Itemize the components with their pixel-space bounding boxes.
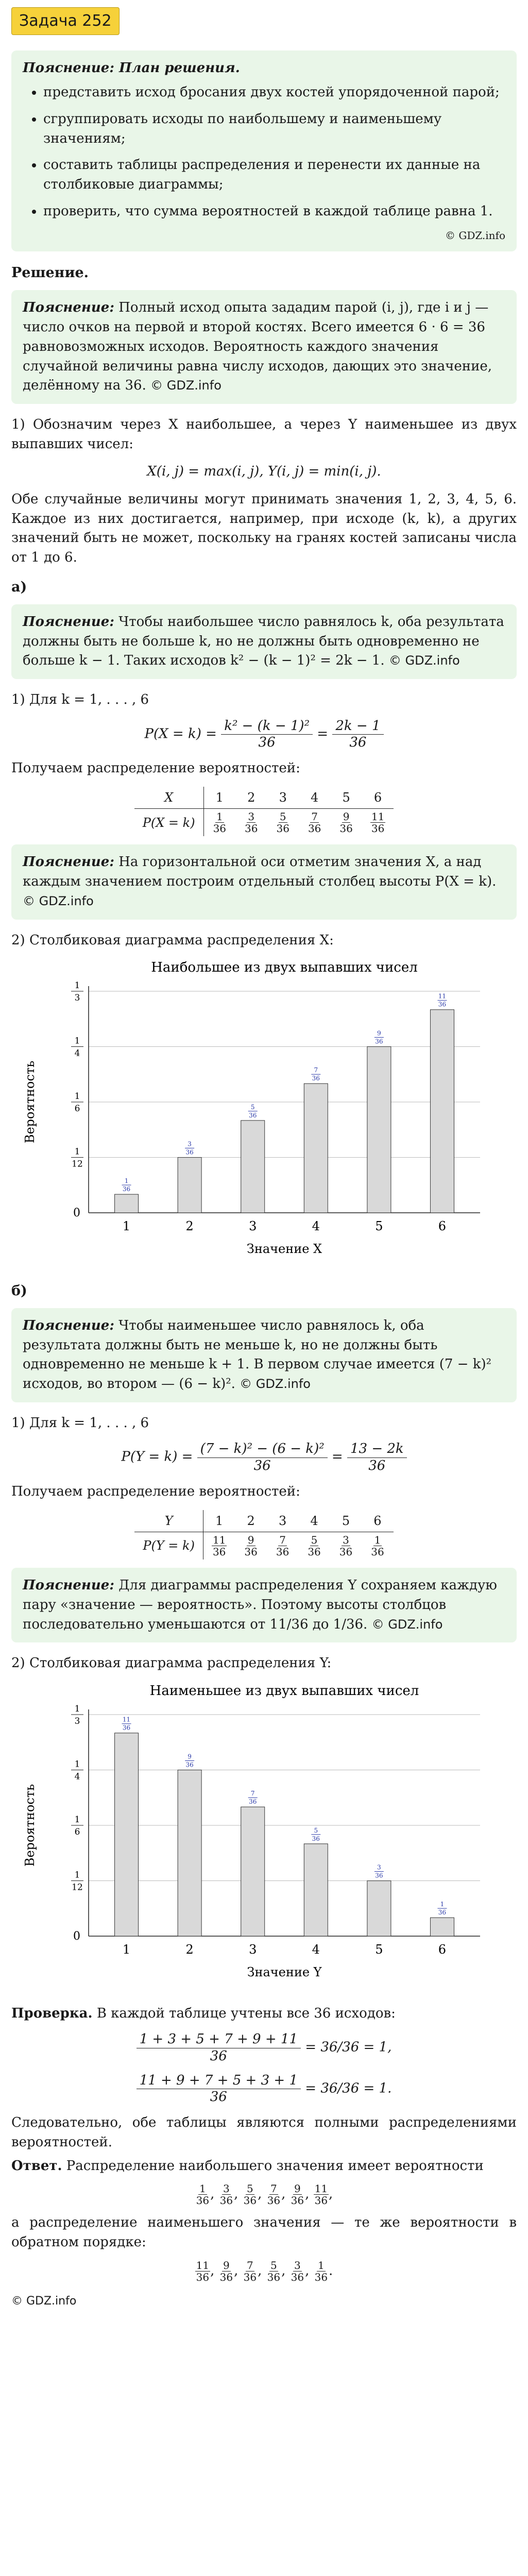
table-x-value: 3 [267, 787, 298, 809]
values-text: Обе случайные величины могут принимать значения 1, 2, 3, 4, 5, 6. Каждое из них достигается, например, при исходе (k, k), а других значений быть не может, поскольку на гранях костей записаны числа от 1 до 6. [11, 491, 517, 566]
note-lead: Пояснение: [23, 614, 114, 630]
table-x-prob: $\frac{1}{36}$ [213, 810, 227, 835]
table-x-prob: $\frac{7}{36}$ [308, 810, 321, 835]
table-x-value: 2 [235, 787, 267, 809]
x-tick-label: 3 [249, 1942, 257, 1957]
bar-value-label: 36 [312, 1075, 320, 1082]
table-x-prob: $\frac{11}{36}$ [371, 810, 385, 835]
table-x-value: 1 [203, 787, 235, 809]
x-tick-label: 1 [122, 1219, 131, 1234]
formula-a: P(X = k) = $\frac{\text{k² − (k − 1)²}}{36}$ = $\frac{2k - 1}{36}$ [11, 718, 517, 751]
y-tick-label: 1 [74, 1815, 80, 1825]
bar-value-label: 11 [122, 1716, 131, 1723]
y-axis-label: Вероятность [23, 1784, 37, 1867]
bar-value-label: 36 [375, 1872, 383, 1879]
plan-item: • представить исход бросания двух костей упорядоченной парой; [43, 83, 505, 103]
y-tick-label: 12 [72, 1882, 83, 1893]
plan-list [23, 83, 505, 221]
answer-probs-y: $\frac{11}{36}$ , $\frac{9}{36}$ , $\frac{7}{36}$ , $\frac{5}{36}$ , $\frac{3}{36}$ , $\frac{1}{36}$ . [196, 2259, 333, 2283]
step-2-a: 2) Столбиковая диаграмма распределения X: [11, 932, 334, 948]
table-y-value: 4 [298, 1510, 330, 1532]
bar-value-label: 1 [124, 1177, 129, 1185]
formula-a-frac1: $\frac{\text{k² − (k − 1)²}}{36}$ [221, 718, 313, 751]
bar-value-label: 3 [188, 1140, 192, 1148]
formula-a-left: P(X = k) = [144, 726, 217, 742]
note-lead: Пояснение: [23, 854, 114, 870]
y-tick-label: 6 [74, 1827, 80, 1838]
table-y-value: 2 [235, 1510, 266, 1532]
y-axis-label: Вероятность [23, 1061, 37, 1144]
table-y-value: 3 [267, 1510, 298, 1532]
bar-value-label: 36 [438, 1909, 447, 1917]
note-text: На горизонтальной оси отметим значения X, а над каждым значением построим отдельный столбец высоты P(X = k). [23, 854, 497, 890]
note-axis-a [11, 844, 517, 919]
y-tick-label: 1 [74, 1091, 80, 1102]
bar-value-label: 36 [122, 1185, 131, 1193]
y-tick-label: 0 [73, 1930, 80, 1943]
step-1-text: 1) Обозначим через X наибольшее, а через Y наименьшее из двух выпавших чисел: [11, 416, 517, 452]
note-text: Чтобы наибольшее число равнялось k, оба результата должны быть не больше k, но не должны быть одновременно не больше k − 1. Таких исходов k² − (k − 1)² = 2k − 1. [23, 614, 504, 669]
bar [115, 1733, 139, 1936]
check-sum-2: $\frac{11 + 9 + 7 + 5 + 3 + 1}{36}$ = 36/36 = 1. [11, 2073, 517, 2105]
check-text: В каждой таблице учтены все 36 исходов: [96, 2005, 396, 2021]
bar [367, 1047, 391, 1213]
table-y-value: 6 [362, 1510, 393, 1532]
brand-mark: © GDZ.info [150, 378, 222, 393]
formula-b-frac2: $\frac{13 - 2k}{36}$ [347, 1441, 407, 1473]
x-tick-label: 4 [312, 1942, 320, 1957]
task-title: Задача 252 [11, 7, 120, 35]
table-x-prob: $\frac{3}{36}$ [245, 810, 258, 835]
x-axis-label: Значение X [246, 1242, 322, 1257]
table-y-header: Y [134, 1510, 203, 1532]
plan-item: • проверить, что сумма вероятностей в каждой таблице равна 1. [43, 202, 505, 222]
get-dist-a: Получаем распределение вероятностей: [11, 760, 300, 776]
check-paragraph [11, 2004, 517, 2024]
bar-chart-x [11, 955, 516, 1264]
for-k-a: 1) Для k = 1, . . . , 6 [11, 691, 149, 707]
bar-value-label: 5 [250, 1104, 255, 1111]
step-2-b: 2) Столбиковая диаграмма распределения Y: [11, 1655, 332, 1671]
y-tick-label: 1 [74, 1146, 80, 1157]
note-lead: Пояснение: [23, 1578, 114, 1594]
table-x-row-label: P(X = k) [134, 809, 203, 837]
x-tick-label: 2 [185, 1942, 194, 1957]
check-sum-1: $\frac{1 + 3 + 5 + 7 + 9 + 11}{36}$ = 36/36 = 1, [11, 2031, 517, 2064]
bar-value-label: 36 [185, 1148, 194, 1156]
formula-b-left: P(Y = k) = [121, 1449, 193, 1465]
bar [430, 1010, 454, 1213]
part-b-label: б) [11, 1282, 27, 1299]
answer-paragraph [11, 2157, 517, 2176]
table-y-row-label: P(Y = k) [134, 1532, 203, 1560]
bar-value-label: 9 [188, 1753, 192, 1760]
note-outcomes [11, 290, 517, 403]
conclusion-text: Следовательно, обе таблицы являются полными распределениями вероятностей. [11, 2115, 517, 2150]
y-tick-label: 1 [74, 980, 80, 991]
brand-mark: © GDZ.info [240, 1377, 311, 1392]
note-text: Полный исход опыта зададим парой (i, j), где i и j — число очков на первой и второй костях. Всего имеется 6 · 6 = 36 равновозможных исходов. Вероятность каждого значения случайной величины равна числу исходов, дающих это значение, делённому на 36. [23, 300, 492, 394]
note-a [11, 604, 517, 679]
check-lead: Проверка. [11, 2005, 93, 2021]
x-tick-label: 4 [312, 1219, 320, 1234]
bar-value-label: 36 [185, 1761, 194, 1769]
x-tick-label: 1 [122, 1942, 131, 1957]
note-text: Чтобы наименьшее число равнялось k, оба результата должны быть не меньше k, но не должны быть одновременно не меньше k + 1. В первом случае имеется (7 − k)² исходов, во втором — (6 − k)². [23, 1318, 492, 1392]
plan-item: • сгруппировать исходы по наибольшему и наименьшему значениям; [43, 110, 505, 148]
bar [178, 1158, 201, 1213]
y-tick-label: 4 [74, 1771, 80, 1782]
table-x-value: 4 [299, 787, 330, 809]
table-x-value: 6 [362, 787, 394, 809]
y-tick-label: 1 [74, 1704, 80, 1715]
bar-value-label: 1 [440, 1901, 445, 1908]
formula-b: P(Y = k) = $\frac{\text{(7 − k)² − (6 − k)²}}{36}$ = $\frac{13 - 2k}{36}$ [11, 1441, 517, 1473]
plan-item: • составить таблицы распределения и перенести их данные на столбиковые диаграммы; [43, 156, 505, 194]
bar-value-label: 5 [314, 1826, 318, 1834]
get-dist-b: Получаем распределение вероятностей: [11, 1483, 300, 1499]
note-b [11, 1308, 517, 1402]
bar-chart-y [11, 1679, 516, 1988]
bar [241, 1807, 265, 1936]
answer-probs-x: $\frac{1}{36}$ , $\frac{3}{36}$ , $\frac{5}{36}$ , $\frac{7}{36}$ , $\frac{9}{36}$ , $\frac{11}{36}$ , [196, 2182, 333, 2207]
chart-title: Наименьшее из двух выпавших чисел [149, 1683, 419, 1699]
chart-x-wrap [11, 955, 517, 1270]
x-axis-label: Значение Y [247, 1965, 322, 1980]
y-tick-label: 12 [72, 1159, 83, 1170]
chart-title: Наибольшее из двух выпавших чисел [151, 960, 418, 976]
table-y-prob: $\frac{9}{36}$ [244, 1534, 258, 1558]
bar [304, 1083, 328, 1213]
bar-value-label: 36 [438, 1001, 447, 1008]
table-y-prob: $\frac{1}{36}$ [371, 1534, 384, 1558]
brand-mark: © GDZ.info [388, 653, 460, 668]
note-lead: Пояснение: [23, 300, 114, 316]
plan-note [11, 50, 517, 252]
table-y-value: 5 [330, 1510, 362, 1532]
y-tick-label: 1 [74, 1036, 80, 1046]
table-y-prob: $\frac{5}{36}$ [308, 1534, 321, 1558]
for-k-b: 1) Для k = 1, . . . , 6 [11, 1415, 149, 1431]
bar [178, 1770, 201, 1937]
table-y [134, 1510, 393, 1560]
bar-value-label: 36 [375, 1038, 383, 1045]
y-tick-label: 4 [74, 1048, 80, 1059]
y-tick-label: 1 [74, 1759, 80, 1770]
answer-text-2: а распределение наименьшего значения — те же вероятности в обратном порядке: [11, 2215, 517, 2250]
bar-value-label: 36 [312, 1835, 320, 1842]
bar-value-label: 11 [438, 992, 447, 1000]
table-x-value: 5 [330, 787, 362, 809]
brand-mark: © GDZ.info [371, 1617, 443, 1632]
bar [430, 1918, 454, 1936]
bar-value-label: 36 [122, 1724, 131, 1732]
table-x [134, 787, 394, 837]
table-y-prob: $\frac{3}{36}$ [339, 1534, 353, 1558]
formula-b-frac1: $\frac{\text{(7 − k)² − (6 − k)²}}{36}$ [197, 1441, 328, 1473]
bar-value-label: 3 [377, 1863, 381, 1871]
y-tick-label: 6 [74, 1104, 80, 1114]
y-tick-label: 3 [74, 993, 80, 1004]
bar [241, 1121, 265, 1213]
table-x-prob: $\frac{9}{36}$ [339, 810, 353, 835]
solution-heading: Решение. [11, 265, 89, 281]
note-axis-b [11, 1568, 517, 1642]
part-a-label: а) [11, 579, 27, 595]
plan-lead: Пояснение: План решения. [23, 60, 240, 76]
table-x-prob: $\frac{5}{36}$ [276, 810, 289, 835]
formula-xy: X(i, j) = max(i, j), Y(i, j) = min(i, j). [147, 464, 381, 480]
answer-lead: Ответ. [11, 2158, 62, 2174]
x-tick-label: 3 [249, 1219, 257, 1234]
table-y-prob: $\frac{11}{36}$ [212, 1534, 226, 1558]
x-tick-label: 6 [438, 1219, 447, 1234]
chart-y-wrap [11, 1679, 517, 1994]
bar [304, 1844, 328, 1936]
bar [115, 1194, 139, 1213]
table-x-header: X [134, 787, 203, 809]
formula-a-frac2: $\frac{2k - 1}{36}$ [332, 718, 383, 751]
footer-brand: © GDZ.info [11, 2294, 77, 2308]
x-tick-label: 5 [375, 1942, 383, 1957]
x-tick-label: 6 [438, 1942, 447, 1957]
bar-value-label: 36 [249, 1112, 257, 1120]
bar [367, 1881, 391, 1936]
brand-mark: © GDZ.info [445, 229, 505, 242]
x-tick-label: 5 [375, 1219, 383, 1234]
table-y-prob: $\frac{7}{36}$ [276, 1534, 289, 1558]
y-tick-label: 3 [74, 1716, 80, 1727]
bar-value-label: 9 [377, 1029, 381, 1037]
answer-text-1: Распределение наибольшего значения имеет вероятности [66, 2158, 484, 2174]
table-y-value: 1 [203, 1510, 235, 1532]
note-text: Для диаграммы распределения Y сохраняем каждую пару «значение — вероятность». Поэтому высоты столбцов последовательно уменьшаются от 11/36 до 1/36. [23, 1578, 497, 1632]
y-tick-label: 0 [73, 1207, 80, 1220]
note-lead: Пояснение: [23, 1318, 114, 1334]
bar-value-label: 7 [314, 1066, 318, 1074]
y-tick-label: 1 [74, 1870, 80, 1880]
brand-mark: © GDZ.info [23, 893, 94, 908]
bar-value-label: 7 [250, 1790, 255, 1798]
x-tick-label: 2 [185, 1219, 194, 1234]
bar-value-label: 36 [249, 1798, 257, 1806]
